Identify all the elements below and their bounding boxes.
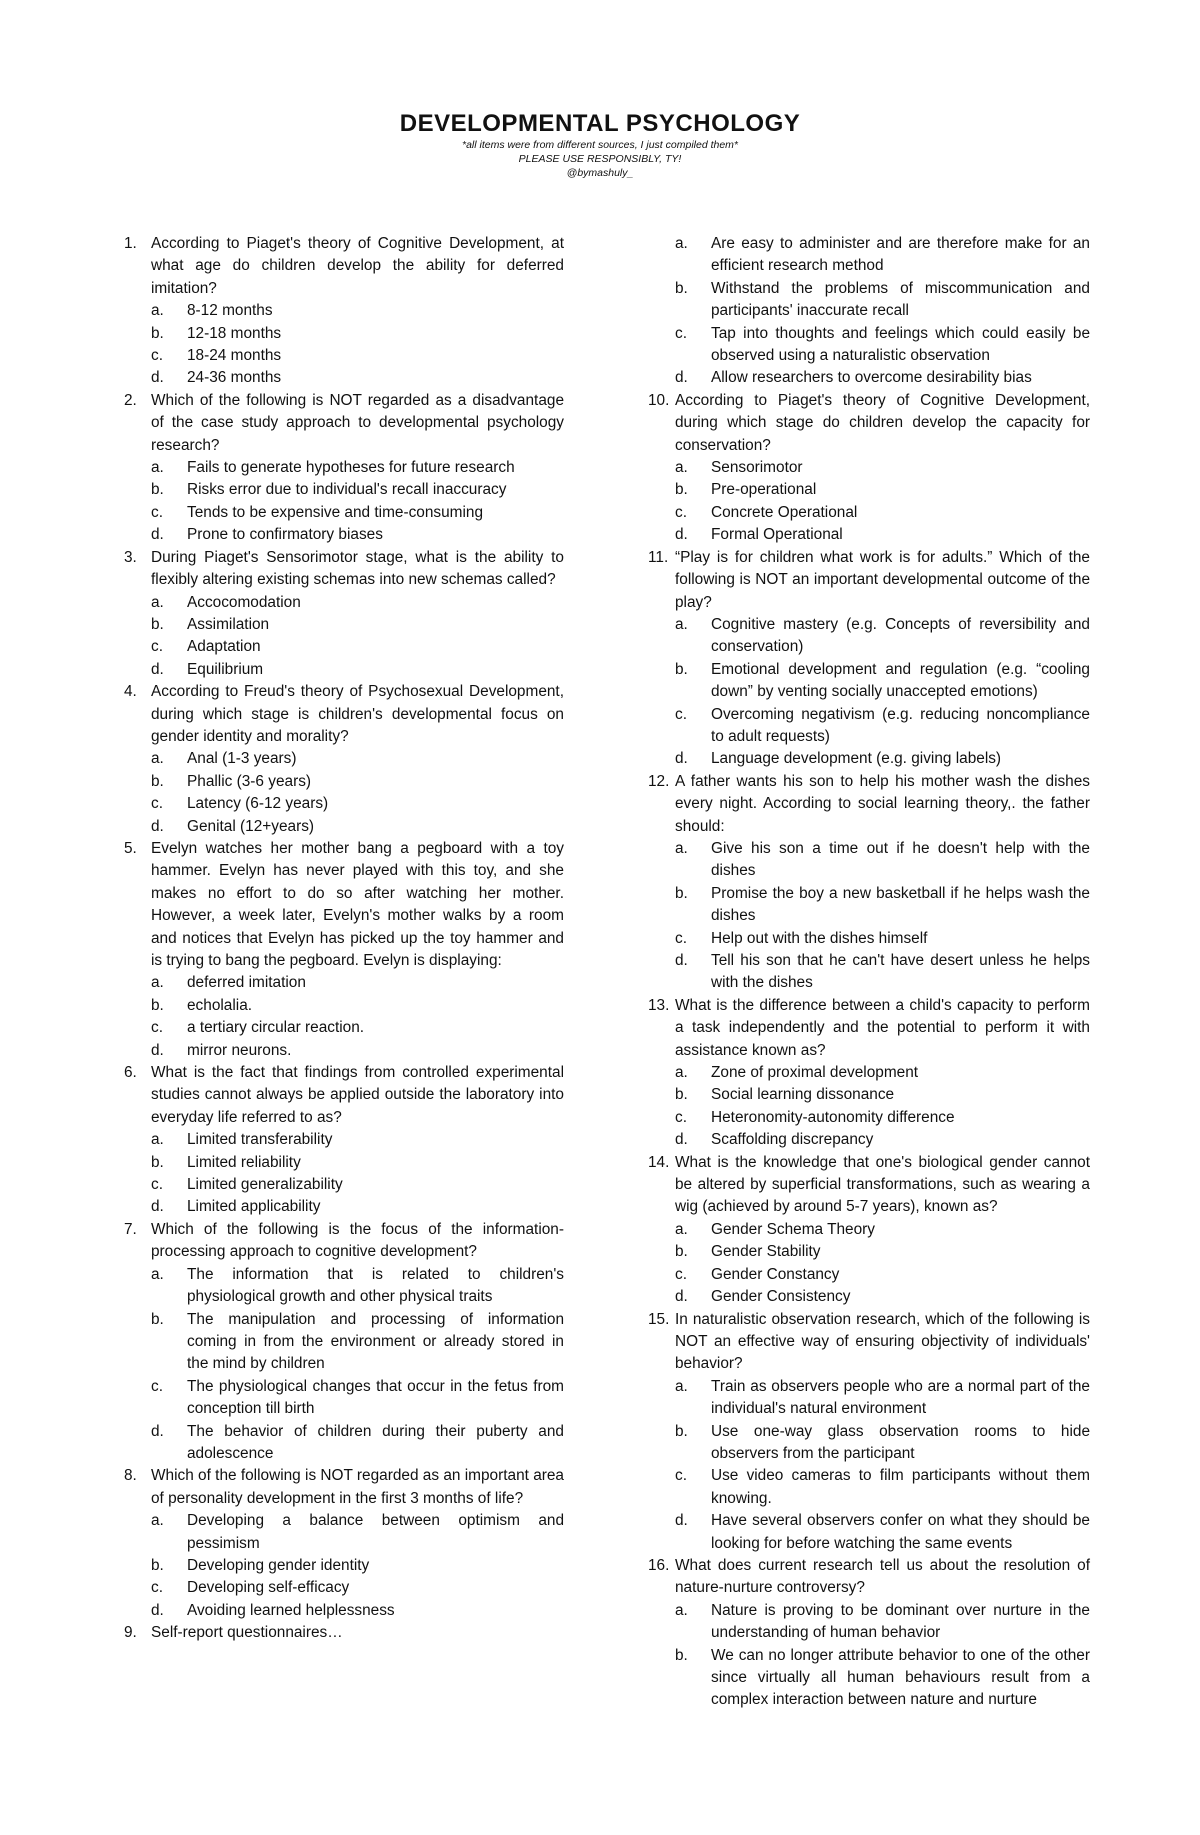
option-list <box>675 1376 1090 1555</box>
answer-option <box>151 367 564 389</box>
option-text: Promise the boy a new basketball if he helps wash the dishes <box>711 884 1090 925</box>
question-item <box>124 390 564 547</box>
question-item <box>124 1465 564 1622</box>
answer-option <box>151 345 564 367</box>
question-number: 16. <box>648 1556 670 1574</box>
answer-option <box>151 1196 564 1218</box>
option-text: Pre-operational <box>711 481 817 499</box>
question-item <box>648 771 1090 995</box>
option-letter: b. <box>151 1556 164 1574</box>
option-letter: d. <box>151 817 164 835</box>
option-text: 12-18 months <box>187 324 282 342</box>
question-number: 13. <box>648 996 670 1014</box>
option-letter: c. <box>151 1579 163 1597</box>
answer-option <box>675 659 1090 704</box>
answer-option <box>151 592 564 614</box>
option-text: Have several observers confer on what they should be looking for before watching the same events <box>711 1512 1090 1552</box>
option-list <box>675 614 1090 771</box>
option-list <box>151 1129 564 1219</box>
option-text: Withstand the problems of miscommunication and participants' inaccurate recall <box>711 279 1090 320</box>
option-text: Assimilation <box>187 615 270 633</box>
option-text: Social learning dissonance <box>711 1086 895 1104</box>
option-list <box>151 748 564 838</box>
option-text: Zone of proximal development <box>711 1064 919 1082</box>
option-letter: d. <box>151 526 164 544</box>
answer-option <box>675 1645 1090 1712</box>
answer-option <box>151 1555 564 1577</box>
option-letter: b. <box>675 884 688 902</box>
subtitle-request: PLEASE USE RESPONSIBLY, TY! <box>518 153 682 165</box>
option-letter: a. <box>675 1064 688 1082</box>
option-text: Sensorimotor <box>711 459 803 477</box>
option-text: Phallic (3-6 years) <box>187 772 312 790</box>
question-number: 1. <box>124 235 137 252</box>
option-letter: b. <box>151 324 164 342</box>
question-number: 2. <box>124 391 137 409</box>
answer-option <box>675 928 1090 950</box>
option-text: Cognitive mastery (e.g. Concepts of reversibility and conservation) <box>711 615 1090 656</box>
option-letter: d. <box>675 1131 688 1149</box>
option-letter: d. <box>675 526 688 544</box>
option-text: We can no longer attribute behavior to one of the other since virtually all human behaviours result from a complex interaction between nature and nurture <box>711 1646 1090 1709</box>
answer-option <box>675 614 1090 659</box>
option-text: Use video cameras to film participants without them knowing. <box>711 1467 1090 1507</box>
option-text: Concrete Operational <box>711 503 858 521</box>
option-letter: b. <box>151 1310 164 1328</box>
answer-option <box>675 367 1090 389</box>
option-letter: d. <box>675 750 688 768</box>
option-text: a tertiary circular reaction. <box>187 1019 365 1037</box>
question-text: According to Piaget's theory of Cognitive Development, at what age do children develop the ability for deferred imitation? <box>151 235 564 297</box>
answer-option <box>675 278 1090 323</box>
answer-option <box>675 1129 1090 1151</box>
answer-option <box>675 1084 1090 1106</box>
answer-option <box>151 479 564 501</box>
option-letter: c. <box>151 638 163 656</box>
option-text: mirror neurons. <box>187 1041 292 1059</box>
answer-option <box>675 1107 1090 1129</box>
option-text: Language development (e.g. giving labels) <box>711 750 1002 768</box>
option-text: Use one-way glass observation rooms to hide observers from the participant <box>711 1422 1090 1462</box>
answer-option <box>151 1510 564 1555</box>
question-number: 10. <box>648 391 670 409</box>
option-letter: c. <box>675 705 687 723</box>
option-text: Adaptation <box>187 638 261 656</box>
option-text: Give his son a time out if he doesn't help with the dishes <box>711 839 1090 880</box>
option-letter: a. <box>675 839 688 857</box>
question-item <box>124 233 564 390</box>
answer-option <box>151 995 564 1017</box>
option-letter: a. <box>675 1601 688 1619</box>
question-item <box>648 995 1090 1152</box>
author-handle: @bymashuly_ <box>566 167 634 179</box>
question-item <box>648 390 1090 547</box>
answer-option <box>151 1017 564 1039</box>
left-column <box>124 233 564 1645</box>
answer-option <box>151 1264 564 1309</box>
option-letter: d. <box>151 1041 164 1059</box>
option-list <box>675 1219 1090 1309</box>
answer-option <box>675 524 1090 546</box>
option-list <box>151 592 564 682</box>
answer-option <box>151 636 564 658</box>
question-text: A father wants his son to help his mother wash the dishes every night. According to social learning theory,. the father should: <box>675 772 1090 835</box>
option-text: 18-24 months <box>187 347 282 365</box>
option-letter: c. <box>151 503 163 521</box>
question-text: Which of the following is NOT regarded as a disadvantage of the case study approach to developmental psychology research? <box>151 391 564 454</box>
option-letter: b. <box>675 279 688 297</box>
option-letter: d. <box>675 1512 688 1530</box>
answer-option <box>151 300 564 322</box>
option-letter: a. <box>151 974 164 992</box>
option-letter: a. <box>675 1377 688 1395</box>
subtitle-note: *all items were from different sources, I just compiled them* <box>461 139 739 151</box>
option-text: Anal (1-3 years) <box>187 750 297 768</box>
answer-option <box>151 659 564 681</box>
answer-option <box>675 1600 1090 1645</box>
option-text: Formal Operational <box>711 526 843 544</box>
option-list <box>675 457 1090 547</box>
answer-option <box>675 323 1090 368</box>
option-text: Developing gender identity <box>187 1556 370 1574</box>
option-list <box>675 1062 1090 1152</box>
question-text: What does current research tell us about the resolution of nature-nurture controversy? <box>675 1556 1090 1597</box>
option-text: Tap into thoughts and feelings which could easily be observed using a naturalistic observation <box>711 324 1090 365</box>
option-letter: c. <box>151 1377 163 1395</box>
option-letter: c. <box>151 347 163 365</box>
option-text: Developing self-efficacy <box>187 1579 350 1597</box>
option-list <box>151 1510 564 1622</box>
option-list <box>151 1264 564 1466</box>
answer-option <box>151 1129 564 1151</box>
option-text: Overcoming negativism (e.g. reducing noncompliance to adult requests) <box>711 705 1090 745</box>
answer-option <box>675 479 1090 501</box>
answer-option <box>675 1376 1090 1421</box>
option-text: Train as observers people who are a normal part of the individual's natural environment <box>711 1377 1090 1418</box>
option-letter: d. <box>151 369 164 387</box>
question-item <box>648 547 1090 771</box>
option-letter: d. <box>151 1601 164 1619</box>
option-list <box>675 838 1090 995</box>
option-text: Risks error due to individual's recall inaccuracy <box>187 481 507 499</box>
option-letter: a. <box>675 615 688 633</box>
answer-option <box>151 524 564 546</box>
question-number: 15. <box>648 1310 670 1328</box>
question-text: According to Freud's theory of Psychosexual Development, during which stage is children's developmental focus on gender identity and morality? <box>151 683 564 745</box>
option-letter: b. <box>675 481 688 499</box>
option-letter: a. <box>675 459 688 477</box>
question-item <box>124 1622 564 1644</box>
page-title: DEVELOPMENTAL PSYCHOLOGY <box>399 110 801 137</box>
option-text: Emotional development and regulation (e.g. “cooling down” by venting socially unaccepted emotions) <box>711 660 1090 701</box>
question-item <box>648 1152 1090 1309</box>
answer-option <box>151 614 564 636</box>
answer-option <box>151 816 564 838</box>
question-number: 5. <box>124 839 137 857</box>
option-text: Limited transferability <box>187 1131 333 1149</box>
answer-option <box>151 1577 564 1599</box>
option-text: The information that is related to children's physiological growth and other physical traits <box>187 1265 564 1306</box>
answer-option <box>151 323 564 345</box>
question-text: Which of the following is NOT regarded as an important area of personality development in the first 3 months of life? <box>151 1467 564 1507</box>
question-text: In naturalistic observation research, which of the following is NOT an effective way of ensuring objectivity of individuals' behavior? <box>675 1310 1090 1373</box>
option-text: The physiological changes that occur in the fetus from conception till birth <box>187 1377 564 1418</box>
answer-option <box>151 1040 564 1062</box>
option-letter: d. <box>675 952 688 969</box>
option-letter: a. <box>151 302 164 320</box>
option-text: Avoiding learned helplessness <box>187 1601 395 1619</box>
option-letter: b. <box>151 615 164 633</box>
option-letter: b. <box>151 772 164 790</box>
question-number: 6. <box>124 1064 137 1082</box>
question-item <box>124 1062 564 1219</box>
option-letter: c. <box>151 1019 163 1037</box>
answer-option <box>675 1241 1090 1263</box>
answer-option <box>675 748 1090 770</box>
answer-option <box>675 883 1090 928</box>
answer-option <box>151 793 564 815</box>
question-text: During Piaget's Sensorimotor stage, what is the ability to flexibly altering existing schemas into new schemas called? <box>151 548 564 589</box>
option-text: Allow researchers to overcome desirability bias <box>711 369 1032 387</box>
option-letter: c. <box>675 503 687 521</box>
option-text: Scaffolding discrepancy <box>711 1131 874 1149</box>
option-text: Tell his son that he can't have desert unless he helps with the dishes <box>711 952 1090 992</box>
document-header <box>0 110 1200 180</box>
answer-option <box>151 1376 564 1421</box>
option-letter: d. <box>151 1198 164 1216</box>
option-letter: c. <box>675 929 687 947</box>
question-item <box>124 838 564 1062</box>
question-item <box>648 1555 1090 1712</box>
option-text: 24-36 months <box>187 369 282 387</box>
option-text: Gender Consistency <box>711 1288 851 1306</box>
option-letter: b. <box>675 1646 688 1664</box>
question-number: 14. <box>648 1153 670 1171</box>
option-letter: b. <box>675 1086 688 1104</box>
answer-option <box>151 1152 564 1174</box>
option-text: deferred imitation <box>187 974 306 992</box>
option-text: Heteronomity-autonomity difference <box>711 1108 955 1126</box>
answer-option <box>151 457 564 479</box>
option-text: 8-12 months <box>187 302 273 320</box>
option-text: echolalia. <box>187 996 253 1014</box>
answer-option <box>675 1062 1090 1084</box>
right-column <box>648 233 1090 1712</box>
answer-option <box>675 1510 1090 1555</box>
option-letter: a. <box>151 459 164 477</box>
option-text: Nature is proving to be dominant over nurture in the understanding of human behavior <box>711 1601 1090 1642</box>
question-number: 9. <box>124 1624 137 1642</box>
question-text: Evelyn watches her mother bang a pegboard with a toy hammer. Evelyn has never played with this toy, and she makes no effort to do so after watching her mother. However, a week later, Evelyn's mother walks by a room and notices that Evelyn has picked up the toy hammer and is trying to bang the pegboard. Evelyn is displaying: <box>151 839 564 969</box>
answer-option <box>675 1219 1090 1241</box>
continued-options-list <box>675 233 1090 390</box>
question-text: “Play is for children what work is for adults.” Which of the following is NOT an important developmental outcome of the play? <box>675 548 1090 611</box>
answer-option <box>151 1600 564 1622</box>
option-letter: c. <box>151 1176 163 1194</box>
option-letter: c. <box>675 324 687 342</box>
option-letter: c. <box>675 1108 687 1126</box>
option-text: Equilibrium <box>187 660 264 678</box>
option-letter: d. <box>151 1422 164 1440</box>
answer-option <box>675 457 1090 479</box>
answer-option <box>675 1421 1090 1466</box>
question-text: According to Piaget's theory of Cognitive Development, during which stage do children develop the capacity for conservation? <box>675 391 1090 454</box>
option-letter: b. <box>151 1153 164 1171</box>
option-text: Tends to be expensive and time-consuming <box>187 503 484 521</box>
option-letter: b. <box>675 1243 688 1261</box>
option-text: Are easy to administer and are therefore make for an efficient research method <box>711 235 1090 275</box>
answer-option <box>675 1286 1090 1308</box>
question-number: 3. <box>124 548 137 566</box>
question-item <box>648 1309 1090 1555</box>
answer-option <box>151 1174 564 1196</box>
option-text: Gender Schema Theory <box>711 1220 875 1238</box>
option-letter: a. <box>151 1131 164 1149</box>
option-text: Prone to confirmatory biases <box>187 526 383 544</box>
option-text: The manipulation and processing of information coming in from the environment or already stored in the mind by children <box>187 1310 564 1373</box>
option-letter: a. <box>151 593 164 611</box>
option-letter: a. <box>675 1220 688 1238</box>
option-letter: b. <box>151 996 164 1014</box>
option-letter: b. <box>151 481 164 499</box>
option-letter: d. <box>675 1288 688 1306</box>
question-text: Self-report questionnaires… <box>151 1624 343 1642</box>
answer-option <box>675 950 1090 995</box>
answer-option <box>675 704 1090 749</box>
answer-option <box>675 502 1090 524</box>
option-letter: b. <box>675 660 688 678</box>
option-text: Limited generalizability <box>187 1176 343 1194</box>
question-text: What is the fact that findings from controlled experimental studies cannot always be applied outside the laboratory into everyday life referred to as? <box>151 1064 564 1126</box>
question-text: What is the difference between a child's capacity to perform a task independently and the potential to perform it with assistance known as? <box>675 996 1090 1059</box>
answer-option <box>151 1421 564 1466</box>
option-text: Limited applicability <box>187 1198 321 1216</box>
option-text: Gender Constancy <box>711 1265 840 1283</box>
option-list <box>675 1600 1090 1712</box>
option-letter: c. <box>675 1265 687 1283</box>
question-item <box>124 1219 564 1465</box>
option-text: The behavior of children during their puberty and adolescence <box>187 1422 564 1462</box>
question-list-left <box>124 233 564 1645</box>
answer-option <box>151 748 564 770</box>
answer-option <box>151 1309 564 1376</box>
question-number: 11. <box>648 548 669 566</box>
answer-option <box>675 233 1090 278</box>
answer-option <box>675 1264 1090 1286</box>
option-text: Gender Stability <box>711 1243 821 1261</box>
answer-option <box>675 1465 1090 1510</box>
option-letter: b. <box>675 1422 688 1440</box>
option-letter: a. <box>675 235 688 252</box>
option-list <box>151 457 564 547</box>
question-list-right <box>648 390 1090 1712</box>
option-text: Limited reliability <box>187 1153 301 1171</box>
option-text: Fails to generate hypotheses for future research <box>187 459 515 477</box>
question-item <box>124 547 564 681</box>
question-number: 12. <box>648 772 670 790</box>
question-text: Which of the following is the focus of the information-processing approach to cognitive development? <box>151 1220 564 1261</box>
option-letter: a. <box>151 1265 164 1283</box>
option-text: Help out with the dishes himself <box>711 929 928 947</box>
option-letter: a. <box>151 750 164 768</box>
question-item <box>124 681 564 838</box>
answer-option <box>675 838 1090 883</box>
option-letter: d. <box>675 369 688 387</box>
option-text: Latency (6-12 years) <box>187 795 329 813</box>
option-text: Accocomodation <box>187 593 301 611</box>
question-number: 8. <box>124 1467 137 1485</box>
answer-option <box>151 972 564 994</box>
option-text: Developing a balance between optimism and pessimism <box>187 1512 564 1552</box>
option-letter: c. <box>675 1467 687 1485</box>
question-text: What is the knowledge that one's biological gender cannot be altered by superficial transformations, such as wearing a wig (achieved by around 5-7 years), known as? <box>675 1153 1090 1216</box>
option-text: Genital (12+years) <box>187 817 315 835</box>
question-number: 4. <box>124 683 137 701</box>
answer-option <box>151 771 564 793</box>
option-letter: c. <box>151 795 163 813</box>
option-list <box>151 300 564 390</box>
option-list <box>151 972 564 1062</box>
option-letter: d. <box>151 660 164 678</box>
answer-option <box>151 502 564 524</box>
option-letter: a. <box>151 1512 164 1530</box>
question-number: 7. <box>124 1220 137 1238</box>
